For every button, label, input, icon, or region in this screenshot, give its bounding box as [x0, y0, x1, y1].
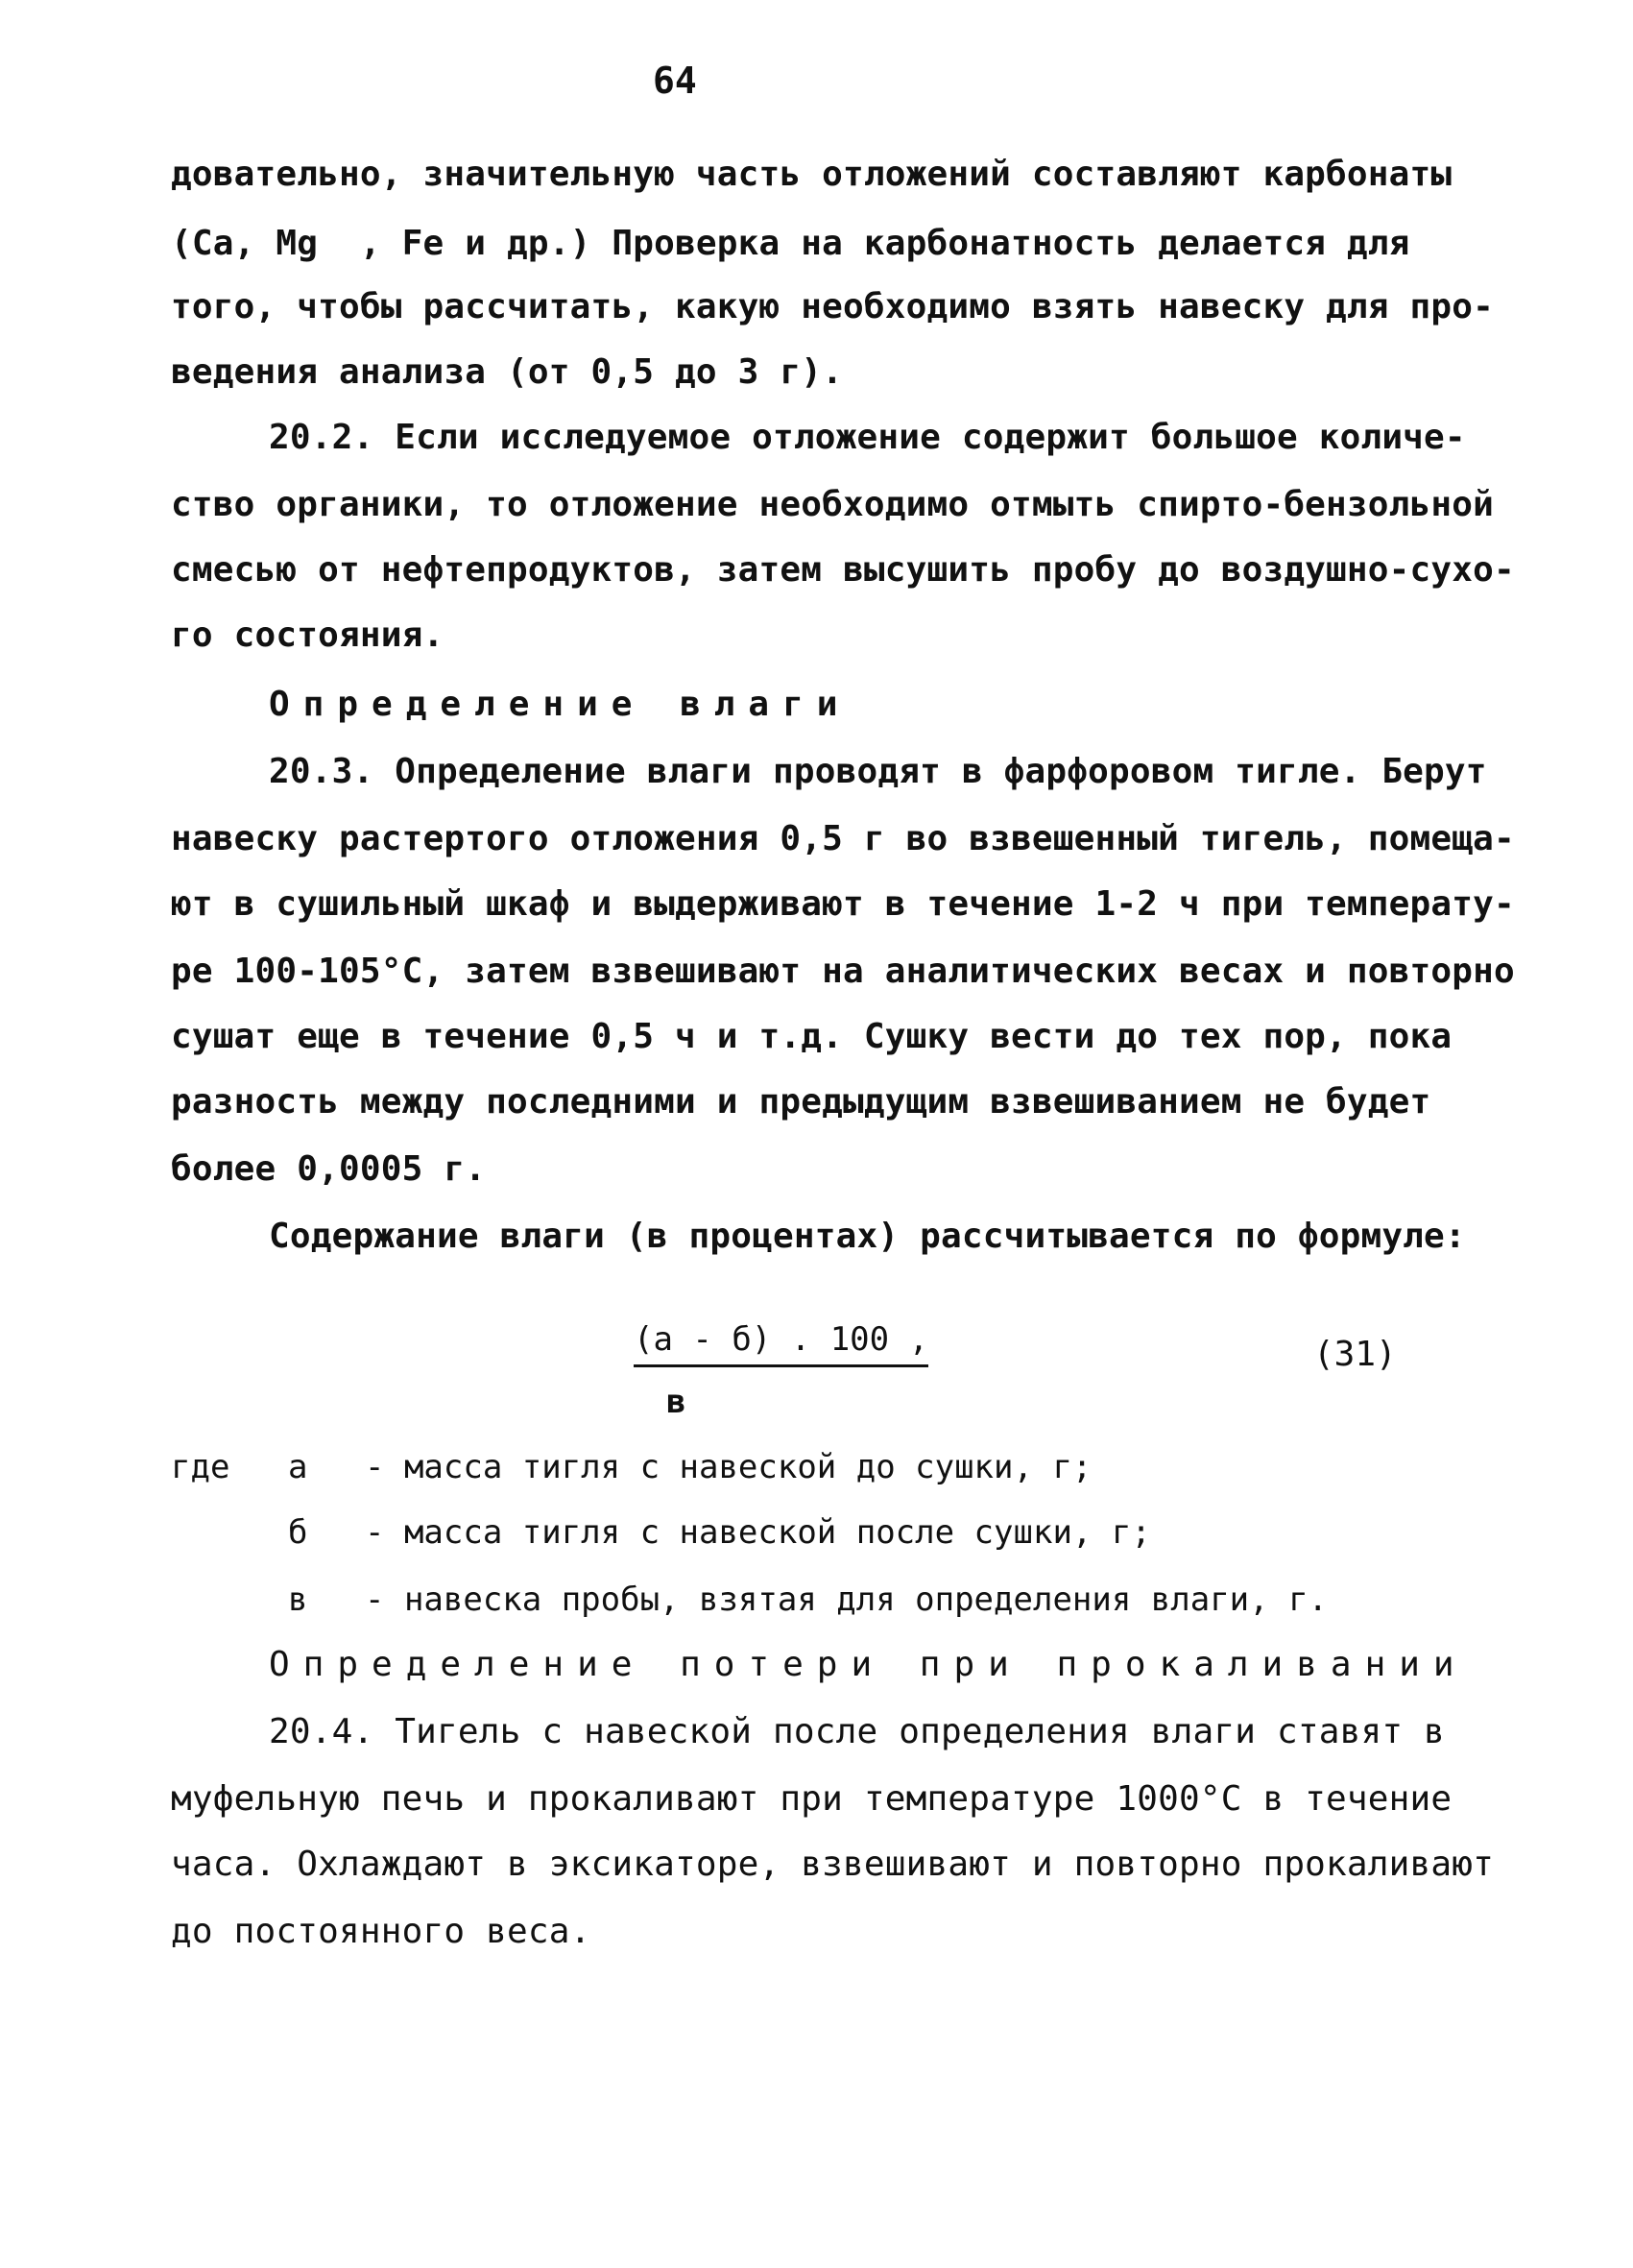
text-line: го состояния. — [171, 615, 444, 655]
formula-denominator: в — [666, 1383, 686, 1421]
definition-text: - масса тигля с навеской до сушки, г; — [365, 1448, 1093, 1486]
definition-symbol: в — [288, 1580, 308, 1619]
text-line: более 0,0005 г. — [171, 1149, 487, 1189]
text-line: сушат еще в течение 0,5 ч и т.д. Сушку вести до тех пор, пока — [171, 1017, 1453, 1056]
formula-numerator: (а - б) . 100 , — [634, 1320, 928, 1367]
text-line: 20.2. Если исследуемое отложение содержит большое количе- — [269, 418, 1466, 457]
text-line: навеску растертого отложения 0,5 г во взвешенный тигель, помеща- — [171, 819, 1515, 858]
section-heading: Определение потери при прокаливании — [269, 1645, 1468, 1684]
text-line: Содержание влаги (в процентах) рассчитывается по формуле: — [269, 1217, 1466, 1256]
page-number: 64 — [653, 60, 697, 102]
formula-number: (31) — [1313, 1335, 1397, 1374]
text-line: 20.4. Тигель с навеской после определения влаги ставят в — [269, 1712, 1445, 1751]
text-line: ре 100-105°С, затем взвешивают на аналитических весах и повторно — [171, 952, 1515, 991]
text-line: до постоянного веса. — [171, 1912, 591, 1951]
text-line: 20.3. Определение влаги проводят в фарфоровом тигле. Берут — [269, 752, 1487, 791]
definition-text: - масса тигля с навеской после сушки, г; — [365, 1513, 1151, 1552]
text-line: часа. Охлаждают в эксикаторе, взвешивают и повторно прокаливают — [171, 1845, 1495, 1884]
definition-symbol: б — [288, 1513, 308, 1552]
definition-text: - навеска пробы, взятая для определения влаги, г. — [365, 1580, 1329, 1619]
text-line: муфельную печь и прокаливают при температуре 1000°С в течение — [171, 1779, 1453, 1819]
text-line: ство органики, то отложение необходимо отмыть спирто-бензольной — [171, 485, 1495, 524]
text-line: ведения анализа (от 0,5 до 3 г). — [171, 352, 843, 392]
text-line: разность между последними и предыдущим взвешиванием не будет — [171, 1082, 1431, 1122]
definition-symbol: а — [288, 1448, 308, 1486]
section-heading: Определение влаги — [269, 685, 852, 724]
text-line: смесью от нефтепродуктов, затем высушить пробу до воздушно-сухо- — [171, 550, 1515, 590]
text-line: довательно, значительную часть отложений составляют карбонаты — [171, 155, 1453, 194]
definitions-where: где — [171, 1448, 230, 1486]
text-line: ют в сушильный шкаф и выдерживают в течение 1-2 ч при температу- — [171, 884, 1515, 924]
text-line: (Ca, Mg , Fe и др.) Проверка на карбонатность делается для — [171, 224, 1410, 263]
text-line: того, чтобы рассчитать, какую необходимо взять навеску для про- — [171, 287, 1495, 326]
